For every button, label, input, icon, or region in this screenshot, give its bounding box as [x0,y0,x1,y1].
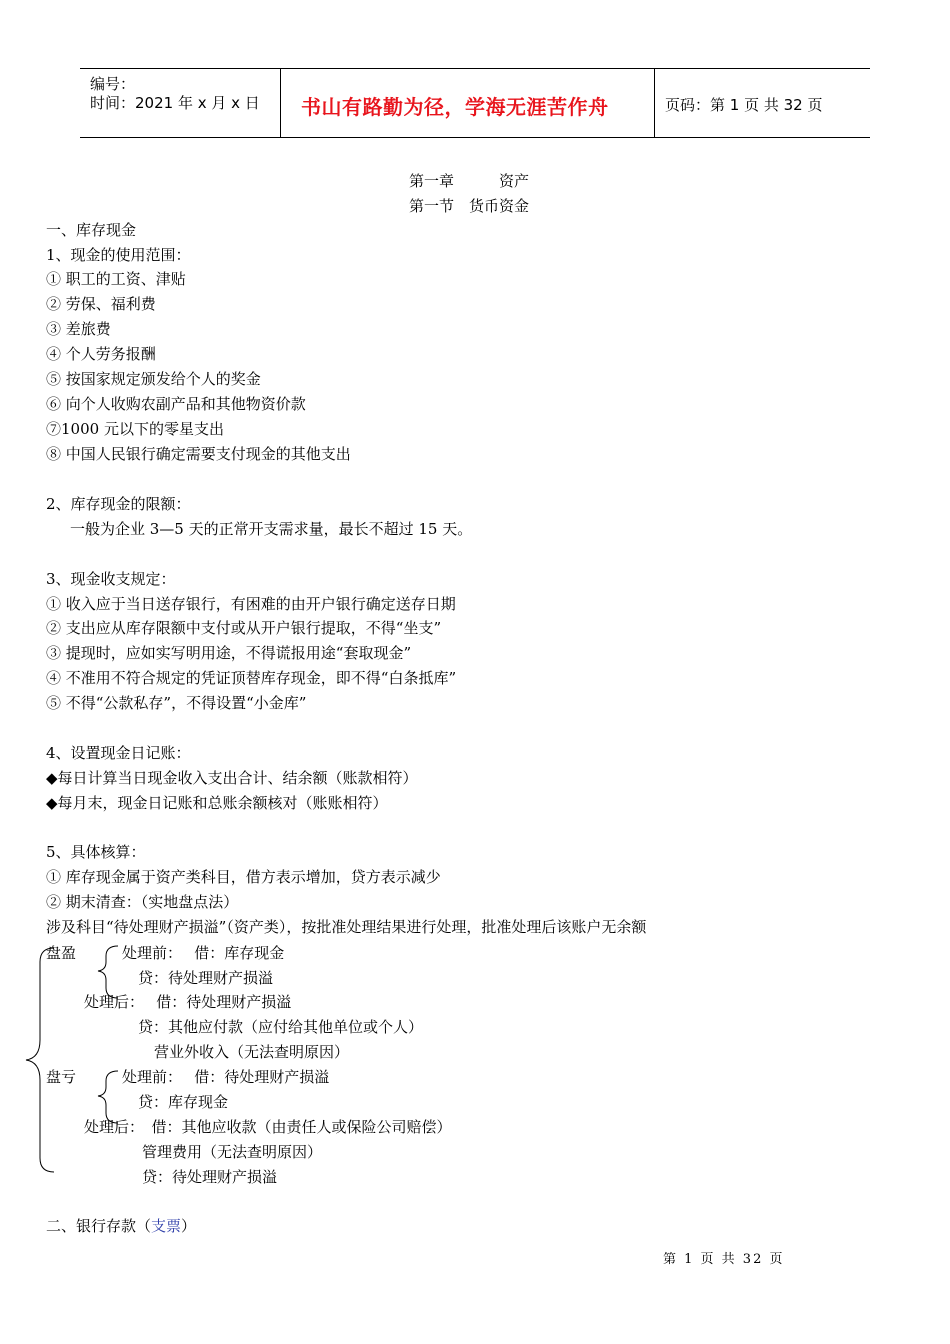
section-title: 第一节 货币资金 [409,197,530,215]
surplus-label: 盘盈 [46,944,77,962]
heading-bank-deposit [46,1217,196,1235]
shortage-before: 处理前： 借：待处理财产损溢 [122,1068,330,1086]
surplus-after-credit-1: 贷：其他应付款（应付给其他单位或个人） [138,1018,424,1036]
page-footer: 第 1 页 共 32 页 [663,1252,785,1267]
heading-bank-prefix: 二、银行存款（ [46,1217,152,1235]
list-item: ⑤ 按国家规定颁发给个人的奖金 [46,370,261,388]
motto-text: 书山有路勤为径，学海无涯苦作舟 [301,95,609,119]
shortage-label: 盘亏 [46,1068,77,1086]
check-link[interactable]: 支票 [151,1217,182,1235]
list-item: ◆每日计算当日现金收入支出合计、结余额（账款相符） [46,769,418,787]
list-item: ① 库存现金属于资产类科目，借方表示增加，贷方表示减少 [46,868,441,886]
list-item: ◆每月末，现金日记账和总账余额核对（账账相符） [46,794,388,812]
header-left-cell [80,69,281,137]
subheading-journal: 4、设置现金日记账： [46,744,191,762]
date-label: 时间：2021 年 x 月 x 日 [90,94,260,112]
chapter-title: 第一章 资产 [409,172,530,190]
gain-brace [98,946,118,998]
page-info: 页码：第 1 页 共 32 页 [665,96,823,114]
shortage-after-credit: 贷：待处理财产损溢 [142,1168,278,1186]
paragraph-limit: 一般为企业 3—5 天的正常开支需求量，最长不超过 15 天。 [70,520,473,538]
loss-brace [98,1071,118,1123]
shortage-after: 处理后： 借：其他应收款（由责任人或保险公司赔偿） [84,1118,452,1136]
header-motto-cell [281,69,655,137]
subheading-usage: 1、现金的使用范围： [46,246,191,264]
brace-group [14,940,124,1180]
surplus-before: 处理前： 借：库存现金 [122,944,285,962]
list-item: ⑤ 不得“公款私存”，不得设置“小金库” [46,694,307,712]
list-item: ① 收入应于当日送存银行，有困难的由开户银行确定送存日期 [46,595,456,613]
list-item: ⑧ 中国人民银行确定需要支付现金的其他支出 [46,445,351,463]
list-item: ⑦1000 元以下的零星支出 [46,420,224,438]
subheading-limit: 2、库存现金的限额： [46,495,191,513]
list-item: ② 支出应从库存限额中支付或从开户银行提取，不得“坐支” [46,619,442,637]
shortage-before-credit: 贷：库存现金 [138,1093,229,1111]
surplus-before-credit: 贷：待处理财产损溢 [138,969,274,987]
list-item: ② 劳保、福利费 [46,295,156,313]
list-item: ③ 差旅费 [46,320,111,338]
subheading-rules: 3、现金收支规定： [46,570,176,588]
outer-brace [26,948,54,1172]
list-item: ④ 个人劳务报酬 [46,345,156,363]
list-item: ③ 提现时，应如实写明用途，不得谎报用途“套取现金” [46,644,412,662]
list-item: ⑥ 向个人收购农副产品和其他物资价款 [46,395,306,413]
list-item: ① 职工的工资、津贴 [46,270,186,288]
header-page-cell [655,69,870,137]
list-item: ② 期末清查：（实地盘点法） [46,893,239,911]
header-table [80,68,870,138]
surplus-after: 处理后： 借：待处理财产损溢 [84,993,292,1011]
list-item: ④ 不准用不符合规定的凭证顶替库存现金，即不得“白条抵库” [46,669,457,687]
surplus-after-credit-2: 营业外收入（无法查明原因） [154,1043,350,1061]
subheading-accounting: 5、具体核算： [46,843,146,861]
heading-bank-suffix: ） [181,1217,197,1235]
shortage-after-debit-2: 管理费用（无法查明原因） [142,1143,323,1161]
serial-label: 编号： [90,75,136,93]
heading-cash: 一、库存现金 [46,221,137,239]
paragraph-account: 涉及科目“待处理财产损溢”（资产类），按批准处理结果进行处理，批准处理后该账户无余额 [46,918,647,936]
